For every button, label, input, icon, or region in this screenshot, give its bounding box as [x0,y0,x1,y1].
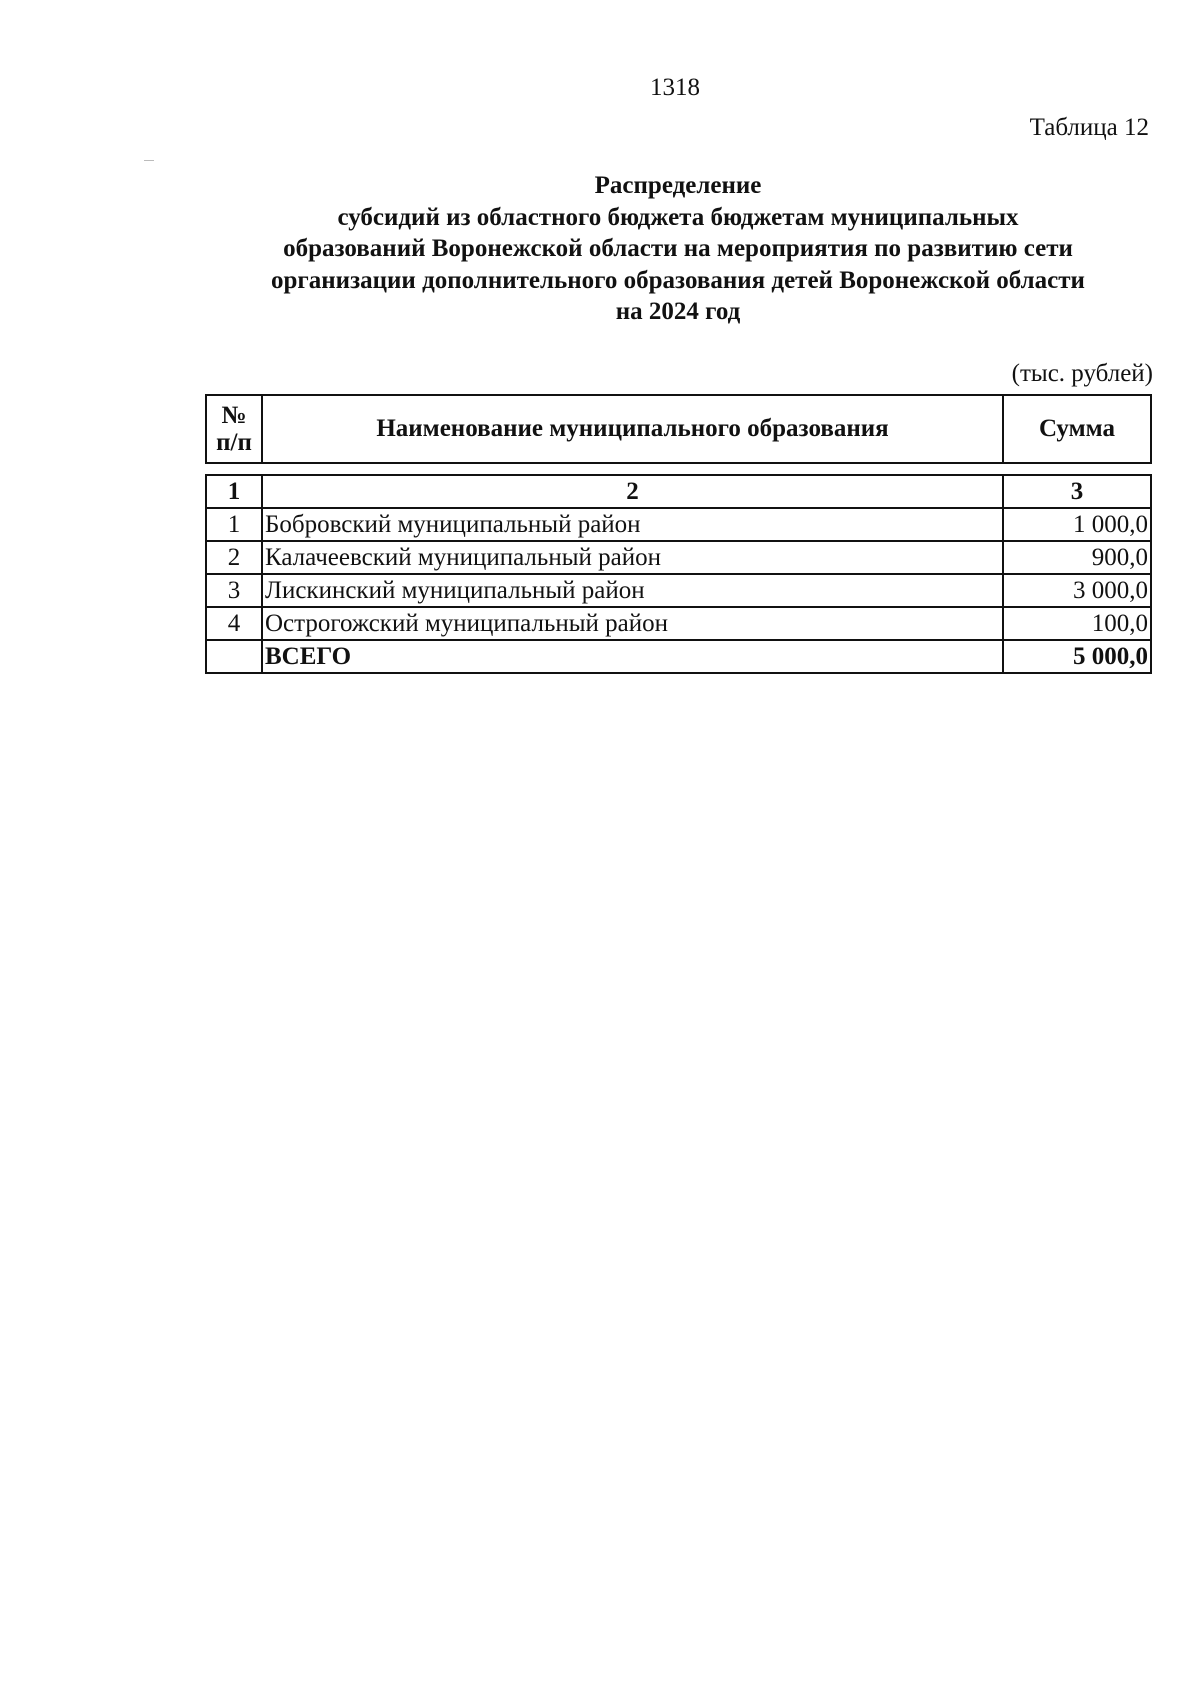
header-num-line2: п/п [216,429,252,456]
header-num-line1: № [221,402,247,429]
total-num [206,640,262,673]
header-name: Наименование муниципального образования [262,395,1003,463]
row-name: Калачеевский муниципальный район [262,541,1003,574]
row-name: Бобровский муниципальный район [262,508,1003,541]
row-sum: 100,0 [1003,607,1151,640]
row-sum: 1 000,0 [1003,508,1151,541]
table-label: Таблица 12 [1029,114,1149,141]
table-row [206,574,1151,607]
header-num [206,395,262,463]
total-row [206,640,1151,673]
row-name: Лискинский муниципальный район [262,574,1003,607]
total-label: ВСЕГО [262,640,1003,673]
row-sum: 900,0 [1003,541,1151,574]
total-sum: 5 000,0 [1003,640,1151,673]
table-header [205,394,1152,464]
column-index-row [206,475,1151,508]
units-note: (тыс. рублей) [1011,360,1153,387]
document-title [205,170,1151,328]
column-index: 2 [262,475,1003,508]
header-sum: Сумма [1003,395,1151,463]
title-line: субсидий из областного бюджета бюджетам муниципальных [337,203,1019,231]
column-index: 1 [206,475,262,508]
title-line: на 2024 год [615,298,741,325]
title-line: Распределение [594,172,762,199]
data-table [205,474,1152,674]
table-row [206,541,1151,574]
table-row [206,607,1151,640]
row-num: 1 [206,508,262,541]
row-num: 3 [206,574,262,607]
row-name: Острогожский муниципальный район [262,607,1003,640]
page-number: 1318 [650,74,700,101]
row-num: 2 [206,541,262,574]
table-row [206,508,1151,541]
scan-speck [144,160,154,161]
row-num: 4 [206,607,262,640]
row-sum: 3 000,0 [1003,574,1151,607]
title-line: образований Воронежской области на мероприятия по развитию сети [283,235,1073,262]
column-index: 3 [1003,475,1151,508]
title-line: организации дополнительного образования детей Воронежской области [271,266,1085,294]
